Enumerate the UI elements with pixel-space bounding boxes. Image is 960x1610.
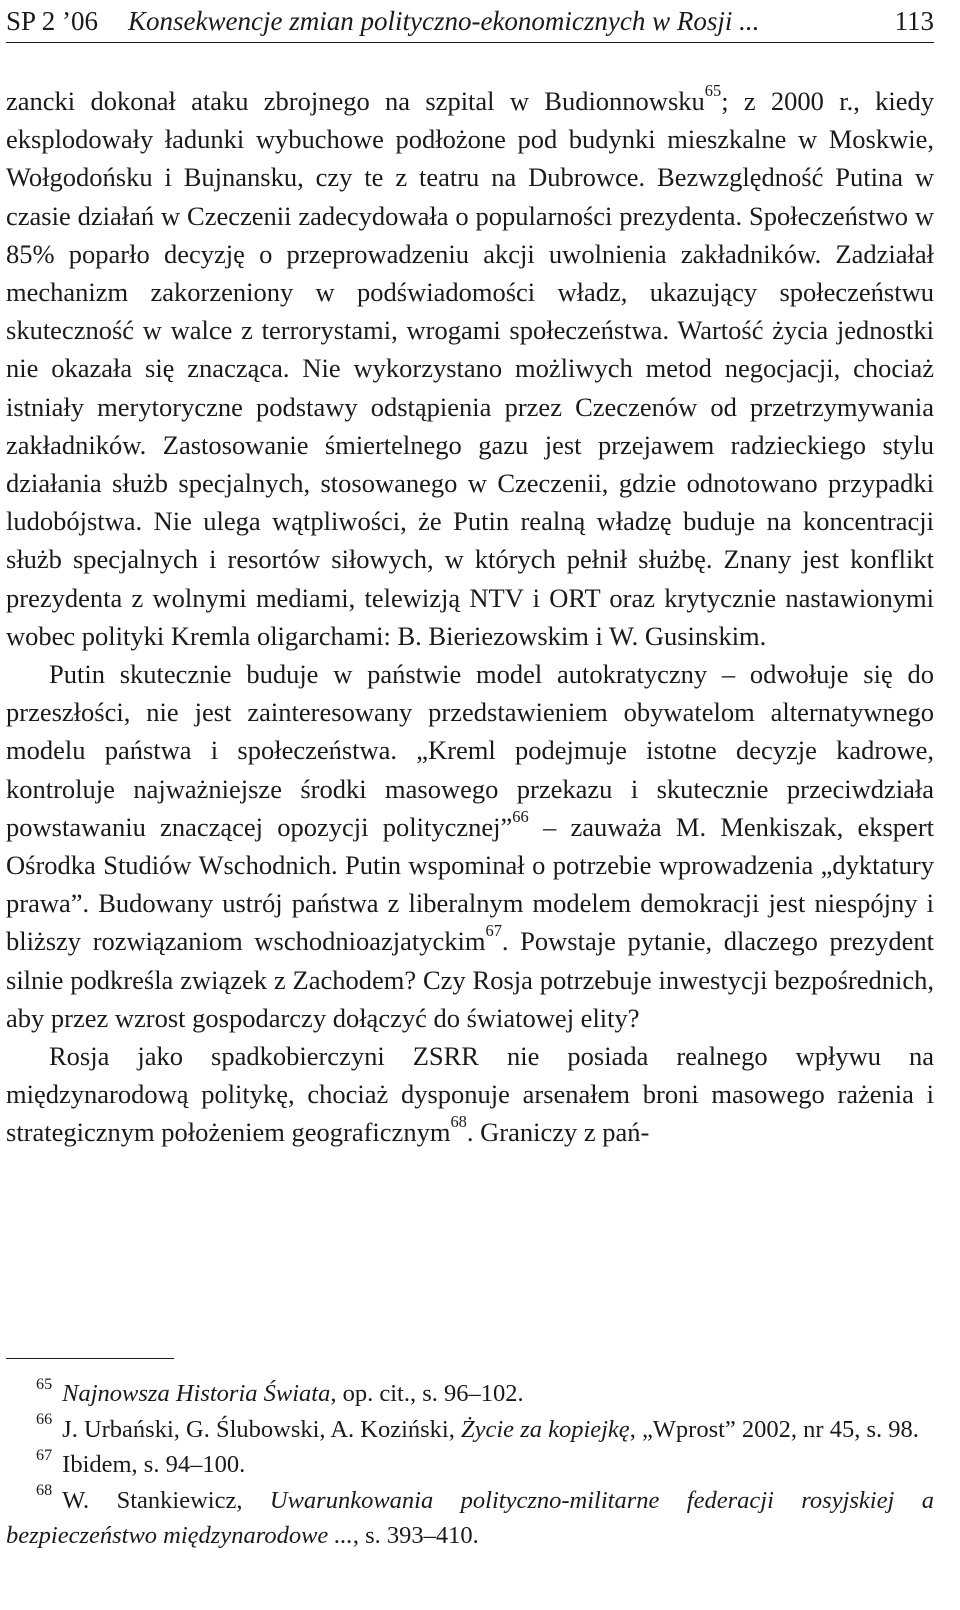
footnote-reference: 65 [704, 81, 722, 101]
text-run: . Powstaje pytanie, dlaczego prezydent silnie podkreśla związek z Zachodem? Czy Rosja potrzebuje inwestycji bezpośrednich, aby przez wzrost gospodarczy dołączyć do światowej elity? [6, 926, 935, 1033]
footnote [6, 1412, 934, 1448]
cited-title: Życie za kopiejkę [460, 1415, 630, 1443]
footnote-text: J. Urbański, G. Ślubowski, A. Koziński, [62, 1415, 461, 1443]
footnote-number: 65 [36, 1375, 53, 1393]
footnote-number: 66 [36, 1411, 53, 1429]
footnote-number: 67 [36, 1446, 53, 1464]
footnote-number: 68 [36, 1482, 53, 1500]
paragraph [6, 82, 934, 655]
running-header [6, 0, 934, 43]
text-run: ; z 2000 r., kiedy eksplodowały ładunki wybuchowe podłożone pod budynki mieszkalne w Moskwie, Wołgodońsku i Bujnansku, czy te z teatru na Dubrowce. Bezwzględność Putina w czasie działań w Czeczenii zadecydowała o popularności prezydenta. Społeczeństwo w 85% poparło decyzję o przeprowadzeniu akcji uwolnienia zakładników. Zadziałał mechanizm zakorzeniony w podświadomości władz, ukazujący społeczeństwu skuteczność w walce z terrorystami, wrogami społeczeństwa. Wartość życia jednostki nie okazała się znacząca. Nie wykorzystano możliwych metod negocjacji, chociaż istniały merytoryczne podstawy odstąpienia przez Czeczenów od przetrzymywania zakładników. Zastosowanie śmiertelnego gazu jest przejawem radzieckiego stylu działania służb specjalnych, stosowanego w Czeczenii, gdzie odnotowano przypadki ludobójstwa. Nie ulega wątpliwości, że Putin realną władzę buduje na koncentracji służb specjalnych i resortów siłowych, w których pełnił służbę. Znany jest konflikt prezydenta z wolnymi mediami, telewizją NTV i ORT oraz krytycznie nastawionymi wobec polityki Kremla oligarchami: B. Bieriezowskim i W. Gusinskim. [6, 86, 934, 651]
footnote-text: W. Stankiewicz, [62, 1486, 270, 1514]
journal-issue: SP 2 ’06 [6, 5, 99, 36]
footnote-text: Ibidem, s. 94–100. [62, 1451, 246, 1478]
footnote-text: , op. cit., s. 96–102. [330, 1380, 524, 1407]
text-run: . Graniczy z pań- [466, 1117, 650, 1148]
cited-title: Uwarunkowania polityczno-militarne federacji rosyjskiej a bezpieczeństwo międzynarodowe ... [6, 1486, 934, 1549]
footnote-separator [6, 1358, 174, 1359]
footnote-reference: 68 [450, 1112, 467, 1132]
footnotes [6, 1376, 934, 1554]
footnote-text: , „Wprost” 2002, nr 45, s. 98. [629, 1415, 919, 1443]
footnote-reference: 66 [512, 806, 529, 826]
footnote-text: , s. 393–410. [352, 1522, 479, 1549]
running-title: Konsekwencje zmian polityczno-ekonomicznych w Rosji ... [128, 5, 760, 36]
footnote [6, 1447, 934, 1483]
footnote-reference: 67 [485, 921, 502, 941]
text-run: zancki dokonał ataku zbrojnego na szpital w Budionnowsku [6, 86, 705, 116]
text-run: – zauważa M. Menkiszak, ekspert Ośrodka Studiów Wschodnich. Putin wspominał o potrzebie wprowadzenia „dyktatury prawa”. Budowany ustrój państwa z liberalnym modelem demokracji jest niespójny i bliższy rozwiązaniom wschodnioazjatyckim [6, 811, 935, 957]
footnote [6, 1483, 934, 1554]
text-run: Rosja jako spadkobierczyni ZSRR nie posiada realnego wpływu na międzynarodową politykę, chociaż dysponuje arsenałem broni masowego rażenia i strategicznym położeniem geograficznym [6, 1041, 934, 1148]
paragraph [6, 655, 934, 1037]
text-run: Putin skutecznie buduje w państwie model autokratyczny – odwołuje się do przeszłości, nie jest zainteresowany przedstawieniem obywatelom alternatywnego modelu państwa i społeczeństwa. „Kreml podejmuje istotne decyzje kadrowe, kontroluje najważniejsze środki masowego przekazu i skutecznie przeciwdziała powstawaniu znaczącej opozycji politycznej” [6, 659, 934, 842]
cited-title: Najnowsza Historia Świata [62, 1380, 331, 1407]
paragraph [6, 1037, 934, 1152]
body-text [6, 82, 934, 1152]
footnote [6, 1376, 934, 1412]
page-number: 113 [894, 5, 934, 36]
